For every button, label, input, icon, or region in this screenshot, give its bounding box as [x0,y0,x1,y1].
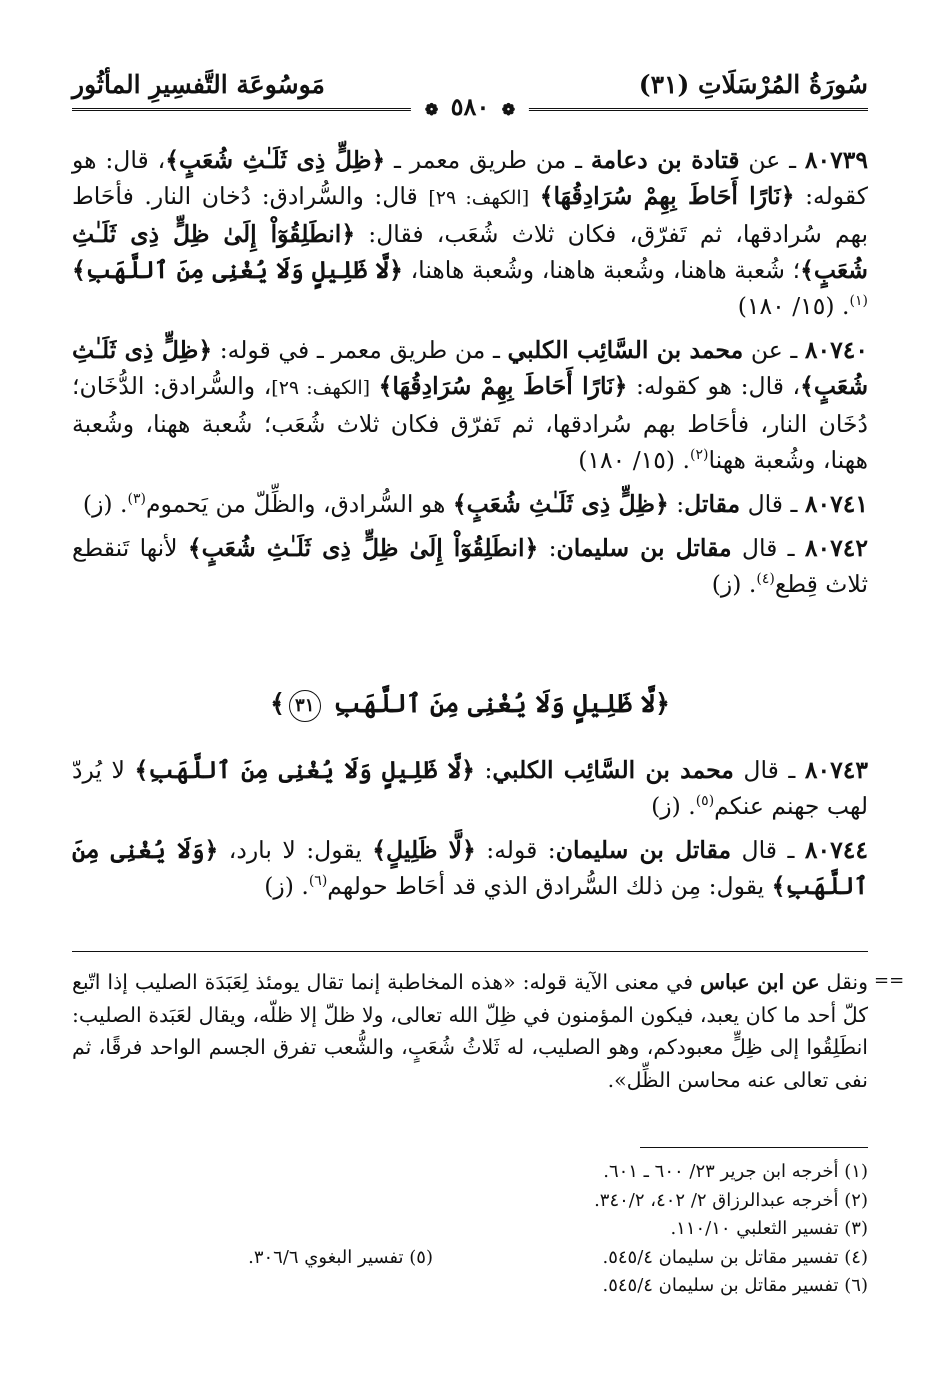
surah-heading [639,68,868,102]
text: ، والسُّرادق: الدُّخَان؛ دُخَان النار، فأحَاط بهم سُرادقها، ثم تَفرّق فكان ثلاث شُعَب؛ شُعبة ههنا، وشُعبة ههنا، وشُعبة ههنا [72,372,868,474]
text: ونقل [819,970,869,994]
footnote-ref[interactable]: (٤) [756,571,775,588]
quran-quote: ﴿انطَلِقُوٓاْ إِلَىٰ ظِلٍّ ذِى ثَلَـٰثِ شُعَبٍ﴾ [187,534,539,562]
quran-quote: ﴿لَّا ظَلِيلٍ وَلَا يُغْنِى مِنَ ٱللَّهَبِ﴾ [134,756,475,784]
footnote-2: (٢) أخرجه عبدالرزاق ٢/ ٤٠٢، ٣٤٠/٢. [594,1189,868,1211]
surah-number: (٣١) [638,70,690,99]
quran-quote: ﴿لَّا ظَلِيلٍ وَلَا يُغْنِى مِنَ ٱللَّهَبِ﴾ [72,256,403,284]
source-ref: . (١٥/ ١٨٠) [578,446,690,474]
footnote-4: (٤) تفسير مقاتل بن سليمان ٥٤٥/٤. [602,1246,868,1268]
dash: ـ [778,756,805,784]
text: يقول: مِن ذلك السُّرادق الذي قد أحَاط حولهم [327,872,772,900]
quran-quote: ﴿ظِلٍّ ذِى ثَلَـٰثِ شُعَبٍ﴾ [72,336,869,400]
narrator-name: محمد بن السَّائِب الكلبي [492,756,734,784]
narrator-name: قتادة بن دعامة [590,146,740,174]
source-ref: . (١٥/ ١٨٠) [737,292,850,320]
source-ref: . (ز) [651,792,696,820]
ornament-icon: ❁ [424,100,439,119]
quran-quote: ﴿لَّا ظَلِيلٍ﴾ [372,836,476,864]
entry-number: ٨٠٧٣٩ [804,146,868,174]
ornament-icon: ❁ [501,100,516,119]
verse-reference: [الكهف: ٢٩] [271,377,371,399]
main-text-2 [72,752,868,912]
dash: ـ [780,146,805,174]
footnote-ref[interactable]: (٣) [127,491,146,508]
text: قال [733,756,779,784]
entry-80744 [72,832,868,904]
footnote-ref[interactable]: (٦) [308,873,328,890]
page-number-box [411,92,529,125]
dash: ـ [782,336,805,364]
quran-quote: ﴿نَارًا أَحَاطَ بِهِمْ سُرَادِقُهَا﴾ [378,372,628,400]
text: في معنى الآية قوله: «هذه المخاطبة إنما تقال يومئذ لِعَبَدَة الصليب إذا اتّبع كلّ أحد ما كان يعبد، فيكون المؤمنون في ظِلّ الله تعالى، ولا ظلّ إلا ظلّه، ويقال لعَبَدة الصليب: انطَلِقُوا إلى ظِلٍّ معبودكم، وهو الصليب، له ثَلاثُ شُعَبٍ، والشُّعب تفرق الجسم الواحد فرقًا، ثم نفى تعالى عنه محاسن الظِّل». [72,970,868,1092]
text: ، قال: هو كقوله: [72,146,868,210]
text: ـ من طريق معمر ـ [385,146,591,174]
footnote-ref[interactable]: (١) [849,293,868,310]
footnote-3: (٣) تفسير الثعلبي ١١٠/١٠. [670,1218,868,1240]
verse-reference: [الكهف: ٢٩] [428,187,530,209]
footnote-row [72,1187,868,1216]
entry-number: ٨٠٧٤٠ [804,336,868,364]
text: : [538,534,557,562]
footnote-divider [640,1147,868,1148]
section-divider [72,951,868,952]
entry-80740 [72,332,868,478]
verse-close-bracket: ﴾ [270,689,285,718]
entry-80743 [72,752,868,824]
entry-80742 [72,530,868,602]
text: ؛ شُعبة هاهنا، وشُعبة هاهنا، وشُعبة هاهنا، [402,256,801,284]
footnote-ref[interactable]: (٢) [689,447,709,464]
footnote-row [72,1244,868,1273]
commentary-note [72,966,868,1096]
book-title: مَوسُوعَة التَّفسِيرِ المأثُور [72,70,325,99]
text: عن [739,146,781,174]
verse-text: ﴿لَّا ظَلِيلٍ وَلَا يُغْنِى مِنَ ٱللَّهَبِ [333,689,670,718]
narrator-name: محمد بن السَّائِب الكلبي [507,336,744,364]
footnotes [72,1158,868,1301]
dash: ـ [777,534,805,562]
entry-80741 [72,486,868,522]
entry-80739 [72,142,868,324]
footnote-row [72,1158,868,1187]
quran-quote: ﴿وَلَا يُغْنِى مِنَ ٱللَّهَبِ﴾ [72,836,868,900]
verse-number-badge: ٣١ [289,690,321,722]
surah-title: سُورَةُ المُرْسَلَاتِ [698,70,868,99]
source-ref: . (ز) [264,872,309,900]
footnote-1: (١) أخرجه ابن جرير ٢٣/ ٦٠٠ ـ ٦٠١. [603,1161,868,1182]
text: هو السُّرادق، والظِّلّ من يَحموم [146,490,453,518]
dash: ـ [783,490,805,518]
text: : [668,490,685,518]
text: ، قال: هو كقوله: [627,372,801,400]
text: لا يُردّ لهب جهنم عنكم [72,756,868,820]
quran-quote: ﴿نَارًا أَحَاطَ بِهِمْ سُرَادِقُهَا﴾ [539,182,795,210]
text: قال [740,490,784,518]
text: ـ من طريق معمر ـ في قوله: [212,336,508,364]
text: قال: والسُّرادق: دُخان النار. فأحَاط بهم سُرادقها، ثم تَفرّق، فكان ثلاث شُعَب، فقال: [72,182,868,248]
source-ref: . (ز) [711,570,757,598]
narrator-name: عن ابن عباس [699,970,820,994]
entry-number: ٨٠٧٤٣ [804,756,868,784]
text: : [474,756,493,784]
footnote-row [72,1272,868,1301]
text: قال [731,836,778,864]
narrator-name: مقاتل بن سليمان [556,534,732,562]
footnote-row [72,1215,868,1244]
narrator-name: مقاتل [684,490,741,518]
dash: ـ [777,836,805,864]
entry-number: ٨٠٧٤١ [804,490,868,518]
quran-quote: ﴿ظِلٍّ ذِى ثَلَـٰثِ شُعَبٍ﴾ [452,490,669,518]
text: يقول: لا بارد، [218,836,373,864]
text: عن [743,336,783,364]
page-number: ٥٨٠ [450,92,490,121]
footnote-5: (٥) تفسير البغوي ٣٠٦/٦. [248,1246,433,1268]
quran-quote: ﴿انطَلِقُوٓاْ إِلَىٰ ظِلٍّ ذِى ثَلَـٰثِ شُعَبٍ﴾ [72,220,868,284]
continuation-marker: == [874,970,905,991]
text: قال [731,534,778,562]
narrator-name: مقاتل بن سليمان [555,836,732,864]
text: : قوله: [475,836,556,864]
source-ref: . (ز) [82,490,128,518]
footnote-6: (٦) تفسير مقاتل بن سليمان ٥٤٥/٤. [602,1275,868,1297]
page-header [72,60,868,121]
entry-number: ٨٠٧٤٤ [804,836,868,864]
verse-heading [72,684,868,724]
text: لأنها تَنقطع ثلاث قِطع [72,534,868,598]
footnote-ref[interactable]: (٥) [695,793,715,810]
quran-quote: ﴿ظِلٍّ ذِى ثَلَـٰثِ شُعَبٍ﴾ [165,146,386,174]
main-text [72,142,868,610]
entry-number: ٨٠٧٤٢ [804,534,868,562]
